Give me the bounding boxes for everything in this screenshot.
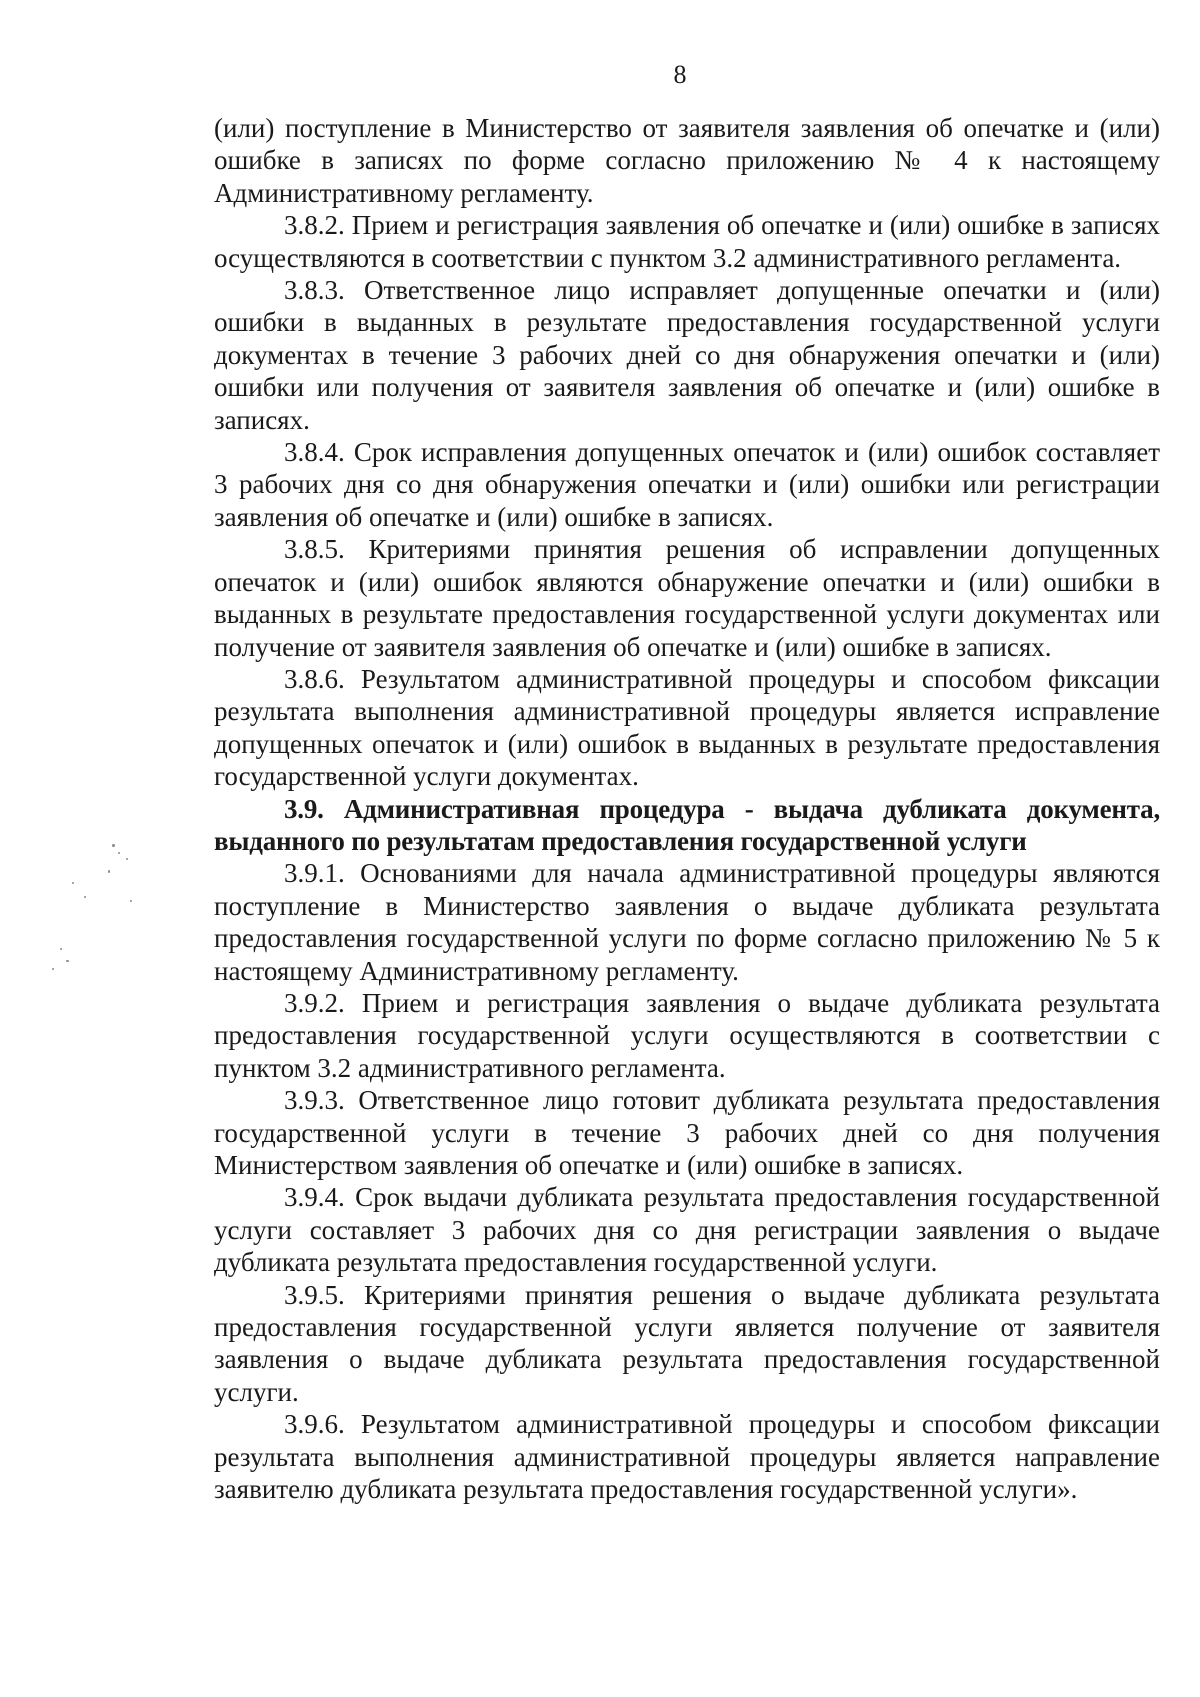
speckle <box>118 852 120 854</box>
paragraph-3-8-2: 3.8.2. Прием и регистрация заявления об опечатке и (или) ошибке в записях осуществляются в соответствии с пунктом 3.2 административного регламента. <box>214 210 1160 273</box>
section-heading-3-9: 3.9. Административная процедура - выдача дубликата документа, выданного по результатам предоставления государственной услуги <box>214 793 1160 856</box>
paragraph-3-9-5: 3.9.5. Критериями принятия решения о выдаче дубликата результата предоставления государственной услуги является получение от заявителя заявления о выдаче дубликата результата предоставления государственной услуги. <box>214 1279 1160 1407</box>
paragraph-3-9-6: 3.9.6. Результатом административной процедуры и способом фиксации результата выполнения административной процедуры является направление заявителю дубликата результата предоставления государственной услуги». <box>214 1409 1160 1505</box>
paragraph-3-9-2: 3.9.2. Прием и регистрация заявления о выдаче дубликата результата предоставления государственной услуги осуществляются в соответствии с пунктом 3.2 административного регламента. <box>214 987 1160 1083</box>
paragraph-3-9-1: 3.9.1. Основаниями для начала административной процедуры являются поступление в Министерство заявления о выдаче дубликата результата предоставления государственной услуги по форме согласно приложению № 5 к настоящему Административному регламенту. <box>214 858 1160 986</box>
paragraph-3-8-6: 3.8.6. Результатом административной процедуры и способом фиксации результата выполнения административной процедуры является исправление допущенных опечаток и (или) ошибок в выданных в результате предоставления государственной услуги документах. <box>214 663 1160 792</box>
speckle <box>66 960 69 962</box>
page-number: 8 <box>673 60 687 89</box>
speckle <box>52 968 54 970</box>
speckle <box>84 896 86 898</box>
speckle <box>60 948 62 950</box>
document-body <box>214 112 1160 1505</box>
speckle <box>126 858 128 860</box>
speckle <box>130 900 132 902</box>
paragraph-3-9-4: 3.9.4. Срок выдачи дубликата результата предоставления государственной услуги составляет 3 рабочих дня со дня регистрации заявления о выдаче дубликата результата предоставления государственной услуги. <box>214 1182 1160 1278</box>
paragraph-3-8-3: 3.8.3. Ответственное лицо исправляет допущенные опечатки и (или) ошибки в выданных в результате предоставления государственной услуги документах в течение 3 рабочих дней со дня обнаружения опечатки и (или) ошибки или получения от заявителя заявления об опечатке и (или) ошибке в записях. <box>214 275 1160 435</box>
paragraph-continuation: (или) поступление в Министерство от заявителя заявления об опечатке и (или) ошибке в записях по форме согласно приложению № 4 к настоящему Административному регламенту. <box>214 113 1160 208</box>
paragraph-3-8-4: 3.8.4. Срок исправления допущенных опечаток и (или) ошибок составляет 3 рабочих дня со дня обнаружения опечатки и (или) ошибки или регистрации заявления об опечатке и (или) ошибке в записях. <box>214 437 1160 532</box>
speckle <box>112 844 115 847</box>
speckle <box>72 882 74 884</box>
speckle <box>108 870 110 873</box>
paragraph-3-9-3: 3.9.3. Ответственное лицо готовит дубликата результата предоставления государственной услуги в течение 3 рабочих дней со дня получения Министерством заявления об опечатке и (или) ошибке в записях. <box>214 1085 1160 1180</box>
paragraph-3-8-5: 3.8.5. Критериями принятия решения об исправлении допущенных опечаток и (или) ошибок являются обнаружение опечатки и (или) ошибки в выданных в результате предоставления государственной услуги документах или получение от заявителя заявления об опечатке и (или) ошибке в записях. <box>214 534 1160 662</box>
